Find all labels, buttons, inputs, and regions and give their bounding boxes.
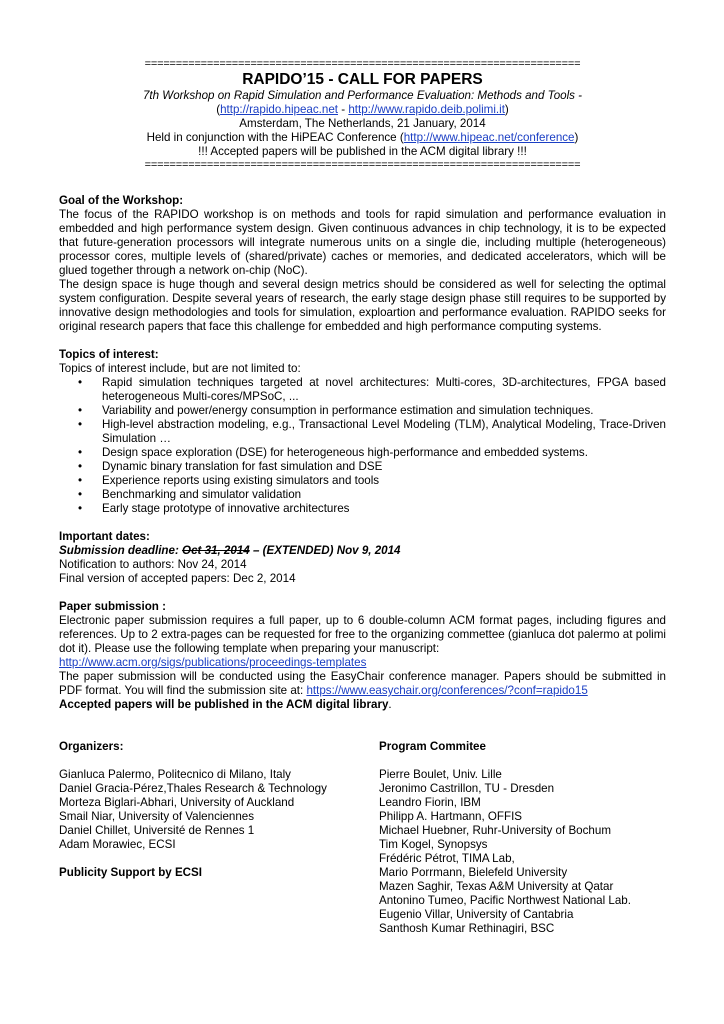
notification-date: Notification to authors: Nov 24, 2014 — [59, 558, 247, 571]
committee-member: Frédéric Pétrot, TIMA Lab, — [379, 852, 515, 865]
document-page — [59, 58, 666, 936]
list-item: • Dynamic binary translation for fast simulation and DSE — [59, 460, 666, 474]
hipeac-conference-link[interactable]: http://www.hipeac.net/conference — [403, 131, 575, 144]
submission-section — [59, 600, 666, 712]
committee-member: Mazen Saghir, Texas A&M University at Qatar — [379, 880, 614, 893]
organizers-column — [59, 740, 379, 936]
committee-member: Tim Kogel, Synopsys — [379, 838, 488, 851]
organizer-name: Gianluca Palermo, Politecnico di Milano, Italy — [59, 768, 291, 781]
organizer-name: Smail Niar, University of Valenciennes — [59, 810, 255, 823]
list-item: • Variability and power/energy consumption in performance estimation and simulation techniques. — [59, 404, 666, 418]
organizers-heading: Organizers: — [59, 740, 124, 753]
organizer-name: Adam Morawiec, ECSI — [59, 838, 176, 851]
committee-member: Santhosh Kumar Rethinagiri, BSC — [379, 922, 555, 935]
old-deadline: Oct 31, 2014 — [182, 544, 250, 557]
list-item: • Design space exploration (DSE) for heterogeneous high-performance and embedded systems. — [59, 446, 666, 460]
submission-paragraph-2: The paper submission will be conducted using the EasyChair conference manager. Papers should be submitted in PDF format. You will find the submission site at: https://www.easychair.org/conferences/?conf=rapido15 — [59, 670, 666, 697]
committee-member: Michael Huebner, Ruhr-University of Bochum — [379, 824, 611, 837]
website-links: (http://rapido.hipeac.net - http://www.rapido.deib.polimi.it) — [216, 103, 509, 116]
publicity-support: Publicity Support by ECSI — [59, 866, 203, 879]
organizer-name: Daniel Chillet, Université de Rennes 1 — [59, 824, 255, 837]
committee-member: Mario Porrmann, Bielefeld University — [379, 866, 568, 879]
list-item: • Rapid simulation techniques targeted at novel architectures: Multi-cores, 3D-architectures, FPGA based heterogeneous Multi-cores/MPSoC, ... — [59, 376, 666, 404]
acm-note: !!! Accepted papers will be published in the ACM digital library !!! — [198, 145, 527, 158]
submission-heading: Paper submission : — [59, 600, 166, 613]
list-item: • Early stage prototype of innovative architectures — [59, 502, 666, 516]
topics-intro: Topics of interest include, but are not limited to: — [59, 362, 301, 375]
goal-paragraph-1: The focus of the RAPIDO workshop is on methods and tools for rapid simulation and performance evaluation in embedded and high performance system design. Given continuous advances in chip technology, it is to be expected that future-generation processors will integrate numerous units on a single die, including multiple (heterogeneous) processor cores, multiple levels of (shared/private) caches or memories, and dedicated accelerators, which will be glued together through a network on-chip (NoC). — [59, 208, 666, 277]
organizer-name: Daniel Gracia-Pérez,Thales Research & Technology — [59, 782, 327, 795]
topics-heading: Topics of interest: — [59, 348, 159, 361]
hipeac-rapido-link[interactable]: http://rapido.hipeac.net — [220, 103, 339, 116]
committee-member: Eugenio Villar, University of Cantabria — [379, 908, 574, 921]
topics-list — [59, 376, 666, 516]
submission-paragraph-1: Electronic paper submission requires a full paper, up to 6 double-column ACM format pages, including figures and references. Up to 2 extra-pages can be requested for free to the organizing commettee (gianluca dot palermo at polimi dot it). Please use the following template when preparing your manuscript: — [59, 614, 666, 655]
easychair-link[interactable]: https://www.easychair.org/conferences/?conf=rapido15 — [306, 684, 588, 697]
extended-deadline: – (EXTENDED) Nov 9, 2014 — [249, 544, 401, 557]
list-item: • Experience reports using existing simulators and tools — [59, 474, 666, 488]
submission-deadline: Submission deadline: Oct 31, 2014 – (EXTENDED) Nov 9, 2014 — [59, 544, 401, 557]
list-item: • Benchmarking and simulator validation — [59, 488, 666, 502]
workshop-subtitle: 7th Workshop on Rapid Simulation and Performance Evaluation: Methods and Tools - — [142, 89, 583, 102]
people-columns — [59, 740, 666, 936]
event-location: Amsterdam, The Netherlands, 21 January, 2014 — [239, 117, 486, 130]
committee-member: Antonino Tumeo, Pacific Northwest National Lab. — [379, 894, 631, 907]
committee-heading: Program Commitee — [379, 740, 486, 753]
page-title: RAPIDO’15 - CALL FOR PAPERS — [242, 71, 483, 88]
divider-bottom: ====================================================================== — [144, 159, 581, 171]
dates-heading: Important dates: — [59, 530, 150, 543]
committee-member: Leandro Fiorin, IBM — [379, 796, 481, 809]
acm-publication-note: Accepted papers will be published in the ACM digital library. — [59, 698, 392, 711]
template-link[interactable]: http://www.acm.org/sigs/publications/proceedings-templates — [59, 656, 367, 669]
committee-member: Pierre Boulet, Univ. Lille — [379, 768, 502, 781]
committee-member: Philipp A. Hartmann, OFFIS — [379, 810, 523, 823]
committee-member: Jeronimo Castrillon, TU - Dresden — [379, 782, 555, 795]
final-version-date: Final version of accepted papers: Dec 2, 2014 — [59, 572, 296, 585]
list-item: • High-level abstraction modeling, e.g., Transactional Level Modeling (TLM), Analytical Modeling, Trace-Driven Simulation … — [59, 418, 666, 446]
goal-section — [59, 194, 666, 334]
polimi-rapido-link[interactable]: http://www.rapido.deib.polimi.it — [348, 103, 505, 116]
dates-section — [59, 530, 666, 586]
conjunction-note: Held in conjunction with the HiPEAC Conference (http://www.hipeac.net/conference) — [146, 131, 579, 144]
goal-heading: Goal of the Workshop: — [59, 194, 184, 207]
goal-paragraph-2: The design space is huge though and several design metrics should be considered as well for selecting the optimal system configuration. Despite several years of research, the early stage design phase still requires to be supported by innovative design methodologies and tools for simulation, exploartion and performance evaluation. RAPIDO seeks for original research papers that face this challenge for embedded and high performance computing systems. — [59, 278, 666, 333]
organizer-name: Morteza Biglari-Abhari, University of Auckland — [59, 796, 295, 809]
header-block — [59, 58, 666, 172]
topics-section — [59, 348, 666, 516]
committee-column — [379, 740, 666, 936]
divider-top: ====================================================================== — [144, 58, 581, 70]
